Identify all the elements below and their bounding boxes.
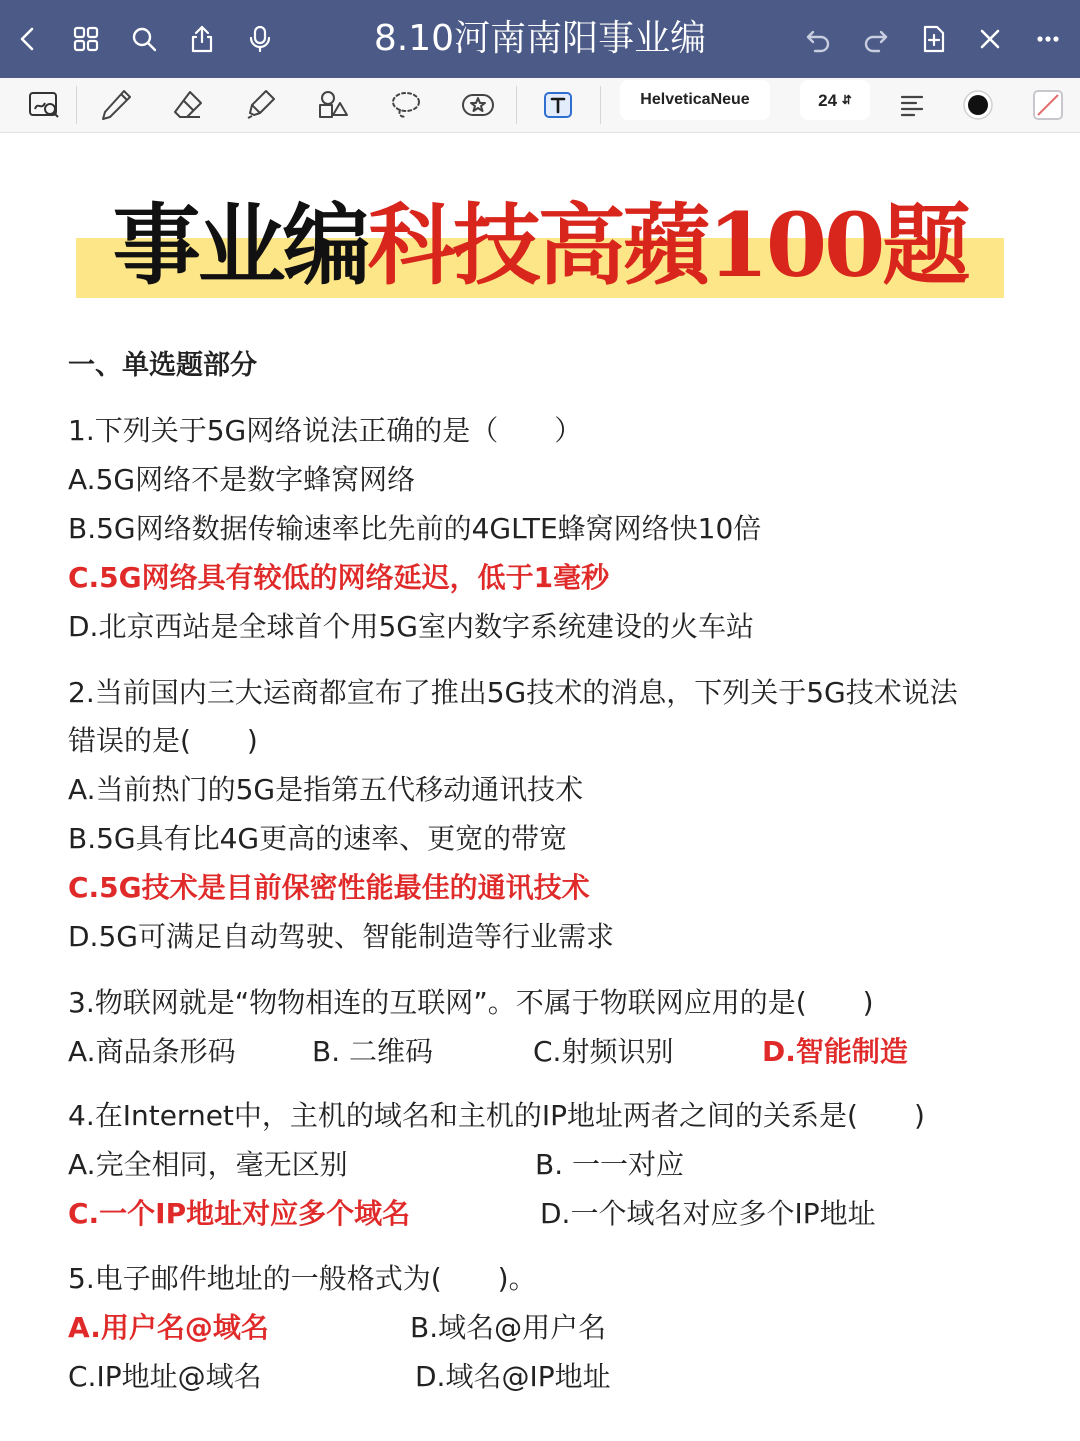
add-page-button[interactable] bbox=[912, 17, 956, 61]
color-swatch-icon bbox=[960, 87, 996, 123]
eraser-icon bbox=[170, 87, 206, 123]
highlighter-tool-button[interactable] bbox=[236, 83, 284, 127]
undo-button[interactable] bbox=[796, 17, 840, 61]
q2-option-c-answer: C.5G技术是目前保密性能最佳的通讯技术 bbox=[68, 871, 590, 904]
shape-tool-button[interactable] bbox=[308, 83, 356, 127]
share-icon bbox=[187, 24, 217, 54]
back-button[interactable] bbox=[6, 17, 50, 61]
redo-button[interactable] bbox=[854, 17, 898, 61]
q4-option-d: D.一个域名对应多个IP地址 bbox=[540, 1197, 876, 1230]
search-icon bbox=[129, 24, 159, 54]
lasso-icon bbox=[388, 87, 424, 123]
font-size-value: 24 bbox=[818, 91, 838, 110]
headline-red-part: 科技高蘋100题 bbox=[367, 193, 968, 297]
q1-option-a: A.5G网络不是数字蜂窝网络 bbox=[68, 463, 416, 496]
text-box-icon bbox=[540, 87, 576, 123]
q2-option-a: A.当前热门的5G是指第五代移动通讯技术 bbox=[68, 773, 584, 806]
section-title: 一、单选题部分 bbox=[68, 350, 257, 381]
q5-option-a-answer: A.用户名@域名 bbox=[68, 1311, 269, 1344]
pen-tool-button[interactable] bbox=[92, 83, 140, 127]
align-left-icon bbox=[894, 87, 930, 123]
undo-icon bbox=[803, 24, 833, 54]
more-button[interactable] bbox=[1026, 17, 1070, 61]
background-color-button[interactable] bbox=[1024, 83, 1072, 127]
star-sticker-icon bbox=[460, 87, 496, 123]
chevron-left-icon bbox=[13, 24, 43, 54]
q3-option-b: B. 二维码 bbox=[312, 1035, 434, 1068]
toolbar-divider bbox=[516, 86, 517, 124]
no-fill-icon bbox=[1030, 87, 1066, 123]
page-headline bbox=[0, 190, 1080, 300]
q4-option-c-answer: C.一个IP地址对应多个域名 bbox=[68, 1197, 411, 1230]
share-button[interactable] bbox=[180, 17, 224, 61]
lasso-tool-button[interactable] bbox=[382, 83, 430, 127]
q4-option-a: A.完全相同，毫无区别 bbox=[68, 1148, 348, 1181]
stepper-chevrons-icon: ⇵ bbox=[841, 93, 852, 107]
question-4: 4.在Internet中，主机的域名和主机的IP地址两者之间的关系是( ) bbox=[68, 1099, 925, 1132]
font-size-stepper[interactable] bbox=[800, 80, 870, 120]
q3-option-c: C.射频识别 bbox=[533, 1035, 674, 1068]
search-button[interactable] bbox=[122, 17, 166, 61]
elements-tool-button[interactable] bbox=[454, 83, 502, 127]
toolbar-divider bbox=[76, 86, 77, 124]
q4-option-b: B. 一一对应 bbox=[535, 1148, 685, 1181]
q5-option-d: D.域名@IP地址 bbox=[415, 1360, 611, 1393]
eraser-tool-button[interactable] bbox=[164, 83, 212, 127]
grid-icon bbox=[71, 24, 101, 54]
ink-color-dot bbox=[968, 95, 988, 115]
question-2-line-1: 2.当前国内三大运商都宣布了推出5G技术的消息，下列关于5G技术说法 bbox=[68, 676, 958, 709]
text-color-button[interactable] bbox=[954, 83, 1002, 127]
pen-icon bbox=[98, 87, 134, 123]
question-5: 5.电子邮件地址的一般格式为( )。 bbox=[68, 1262, 537, 1295]
align-button[interactable] bbox=[888, 83, 936, 127]
grid-view-button[interactable] bbox=[64, 17, 108, 61]
title-bar bbox=[0, 0, 1080, 78]
close-icon bbox=[975, 24, 1005, 54]
close-button[interactable] bbox=[968, 17, 1012, 61]
zoom-window-icon bbox=[26, 87, 62, 123]
question-2-line-2: 错误的是( ) bbox=[68, 724, 258, 757]
add-page-icon bbox=[919, 24, 949, 54]
document-title: 8.10河南南阳事业编 bbox=[373, 18, 707, 59]
headline-black-part: 事业编 bbox=[112, 193, 368, 297]
q5-option-b: B.域名@用户名 bbox=[410, 1311, 607, 1344]
q1-option-b: B.5G网络数据传输速率比先前的4GLTE蜂窝网络快10倍 bbox=[68, 512, 762, 545]
q2-option-b: B.5G具有比4G更高的速率、更宽的带宽 bbox=[68, 822, 568, 855]
read-mode-button[interactable] bbox=[20, 83, 68, 127]
q1-option-c-answer: C.5G网络具有较低的网络延迟，低于1毫秒 bbox=[68, 561, 610, 594]
question-3: 3.物联网就是“物物相连的互联网”。不属于物联网应用的是( ) bbox=[68, 986, 874, 1019]
question-1: 1.下列关于5G网络说法正确的是（ ） bbox=[68, 414, 583, 447]
q2-option-d: D.5G可满足自动驾驶、智能制造等行业需求 bbox=[68, 920, 614, 953]
toolbar-divider bbox=[600, 86, 601, 124]
font-family-select[interactable]: HelveticaNeue bbox=[620, 80, 770, 120]
q3-option-a: A.商品条形码 bbox=[68, 1035, 236, 1068]
shapes-icon bbox=[314, 87, 350, 123]
text-tool-button[interactable] bbox=[534, 83, 582, 127]
q3-option-d-answer: D.智能制造 bbox=[762, 1035, 908, 1068]
tool-bar bbox=[0, 78, 1080, 133]
more-icon bbox=[1033, 24, 1063, 54]
redo-icon bbox=[861, 24, 891, 54]
highlighter-icon bbox=[242, 87, 278, 123]
q5-option-c: C.IP地址@域名 bbox=[68, 1360, 262, 1393]
q1-option-d: D.北京西站是全球首个用5G室内数字系统建设的火车站 bbox=[68, 610, 754, 643]
